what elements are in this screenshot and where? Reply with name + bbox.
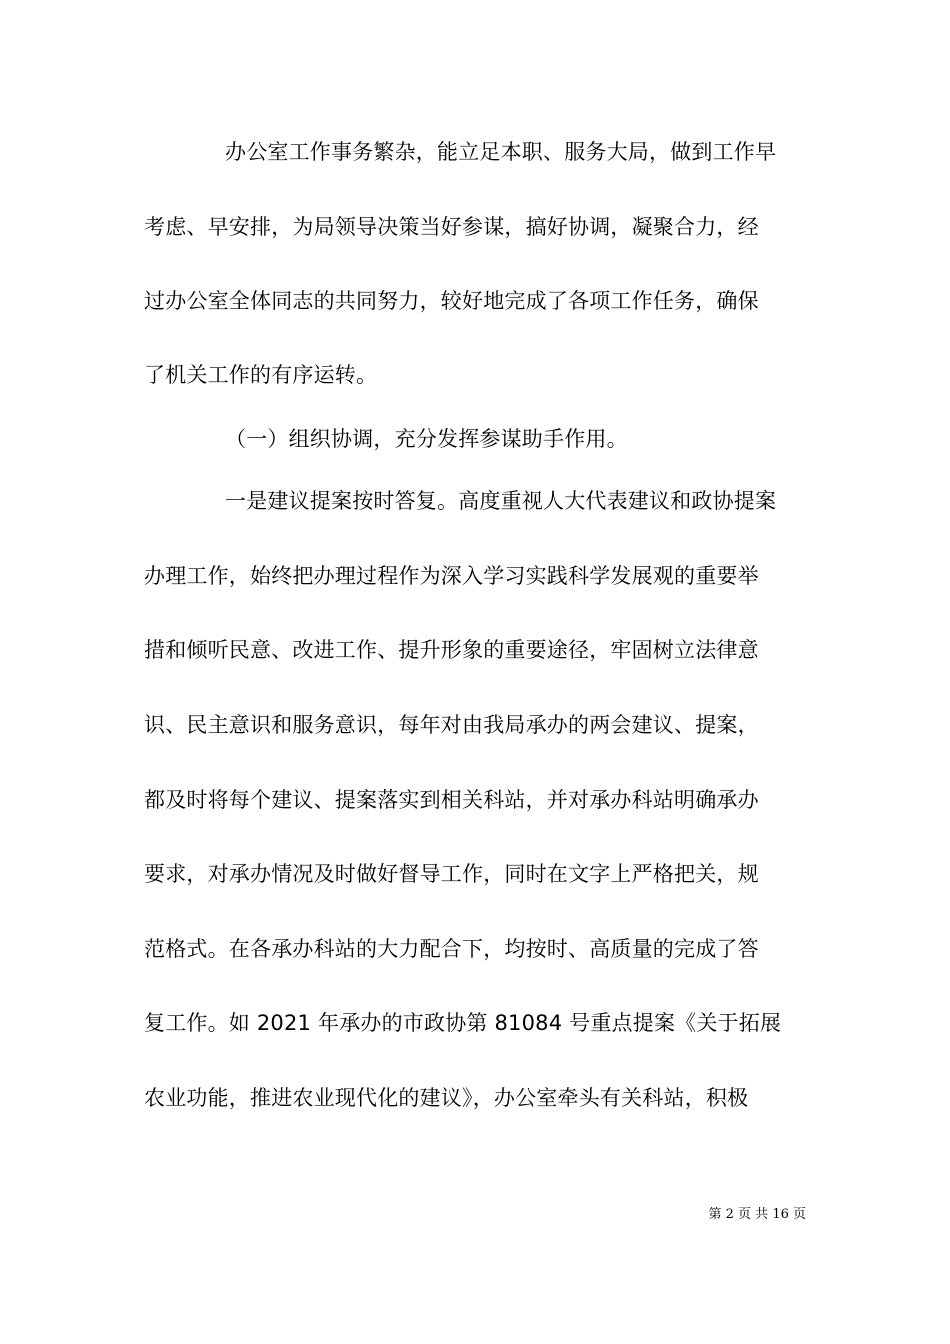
paragraph-line: 措和倾听民意、改进工作、提升形象的重要途径，牢固树立法律意 bbox=[144, 638, 759, 662]
section-heading: （一）组织协调，充分发挥参谋助手作用。 bbox=[225, 427, 628, 451]
paragraph-line: 办理工作，始终把办理过程作为深入学习实践科学发展观的重要举 bbox=[144, 564, 759, 588]
paragraph-line: 都及时将每个建议、提案落实到相关科站，并对承办科站明确承办 bbox=[144, 788, 759, 812]
page-number: 第 2 页 共 16 页 bbox=[708, 1207, 806, 1222]
paragraph-line: 过办公室全体同志的共同努力，较好地完成了各项工作任务，确保 bbox=[144, 289, 759, 313]
paragraph-line: 识、民主意识和服务意识，每年对由我局承办的两会建议、提案， bbox=[144, 713, 759, 737]
paragraph-line: 要求，对承办情况及时做好督导工作，同时在文字上严格把关，规 bbox=[144, 862, 759, 886]
paragraph-line: 复工作。如 2021 年承办的市政协第 81084 号重点提案《关于拓展 bbox=[144, 1011, 782, 1035]
paragraph-line: 一是建议提案按时答复。高度重视人大代表建议和政协提案 bbox=[225, 489, 777, 513]
paragraph-line: 范格式。在各承办科站的大力配合下，均按时、高质量的完成了答 bbox=[144, 937, 759, 961]
paragraph-line: 考虑、早安排，为局领导决策当好参谋，搞好协调，凝聚合力，经 bbox=[144, 215, 759, 239]
paragraph-line: 了机关工作的有序运转。 bbox=[144, 363, 378, 387]
paragraph-line: 办公室工作事务繁杂，能立足本职、服务大局，做到工作早 bbox=[225, 140, 777, 164]
paragraph-line: 农业功能，推进农业现代化的建议》，办公室牵头有关科站，积极 bbox=[144, 1086, 749, 1110]
